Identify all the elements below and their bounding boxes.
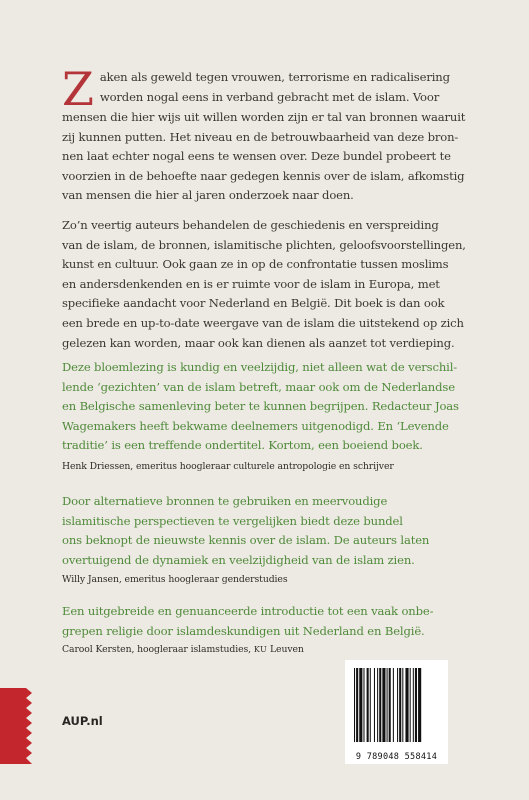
barcode-bars-icon	[353, 668, 440, 742]
quote-attribution: Willy Jansen, emeritus hoogleraar genderstudies	[62, 574, 288, 585]
quote-attribution	[62, 643, 482, 657]
quote-jansen	[62, 492, 462, 570]
attribution-text: Carool Kersten, hoogleraar islamstudies,	[62, 644, 254, 655]
drop-cap: Z	[62, 62, 94, 116]
quote-line: grepen religie door islamdeskundigen uit Nederland en België.	[62, 623, 425, 638]
body-line: gelezen kan worden, maar ook kan dienen als aanzet tot verdieping.	[62, 335, 455, 350]
quote-line: Wagemakers heeft bekwame deelnemers uitgenodigd. En ‘Levende	[62, 418, 449, 433]
intro-line: aken als geweld tegen vrouwen, terrorisme en radicalisering	[99, 70, 450, 84]
quote-line: Door alternatieve bronnen te gebruiken en meervoudige	[62, 494, 388, 508]
intro-line: nen laat echter nogal eens te wensen over. Deze bundel probeert te	[62, 149, 451, 164]
quote-line: traditie’ is een treffende ondertitel. Kortom, een boeiend boek.	[62, 438, 423, 453]
quote-line: ons beknopt de nieuwste kennis over de islam. De auteurs laten	[62, 533, 430, 548]
body-line: Zo’n veertig auteurs behandelen de geschiedenis en verspreiding	[62, 218, 439, 232]
attribution-smallcaps: KU	[253, 645, 268, 654]
quote-kersten	[62, 602, 462, 641]
quote-line: Deze bloemlezing is kundig en veelzijdig, niet alleen wat de verschil-	[62, 360, 458, 374]
publisher-mark-icon	[0, 688, 40, 768]
intro-line: zij kunnen putten. Het niveau en de betrouwbaarheid van deze bron-	[62, 129, 459, 144]
isbn-number: 9 789048 558414	[355, 752, 438, 762]
intro-line: worden nogal eens in verband gebracht met de islam. Voor	[99, 89, 440, 104]
barcode	[345, 660, 448, 764]
quote-attribution: Henk Driessen, emeritus hoogleraar culturele antropologie en schrijver	[62, 461, 394, 472]
publisher-logo: AUP.nl	[62, 714, 103, 728]
quote-line: Een uitgebreide en genuanceerde introductie tot een vaak onbe-	[62, 604, 434, 618]
quote-line: islamitische perspectieven te vergelijken biedt deze bundel	[62, 513, 403, 528]
intro-paragraph	[62, 62, 466, 206]
intro-line: mensen die hier wijs uit willen worden zijn er tal van bronnen waaruit	[62, 110, 466, 124]
quote-line: lende ‘gezichten’ van de islam betreft, maar ook om de Nederlandse	[62, 379, 455, 394]
body-line: kunst en cultuur. Ook gaan ze in op de confrontatie tussen moslims	[62, 257, 449, 272]
intro-line: voorzien in de behoefte naar gedegen kennis over de islam, afkomstig	[62, 168, 465, 183]
body-line: van de islam, de bronnen, islamitische plichten, geloofsvoorstellingen,	[62, 237, 466, 252]
body-line: specifieke aandacht voor Nederland en België. Dit boek is dan ook	[62, 296, 445, 311]
intro-line: van mensen die hier al jaren onderzoek naar doen.	[62, 188, 354, 203]
body-line: en andersdenkenden en is er ruimte voor de islam in Europa, met	[62, 276, 440, 291]
body-line: een brede en up-to-date weergave van de islam die uitstekend op zich	[62, 315, 464, 330]
body-paragraph	[62, 216, 466, 353]
quote-line: overtuigend de dynamiek en veelzijdigheid van de islam zien.	[62, 552, 415, 567]
quote-driessen	[62, 358, 462, 456]
attribution-text: Leuven	[267, 644, 304, 655]
quote-line: en Belgische samenleving beter te kunnen begrijpen. Redacteur Joas	[62, 399, 459, 414]
